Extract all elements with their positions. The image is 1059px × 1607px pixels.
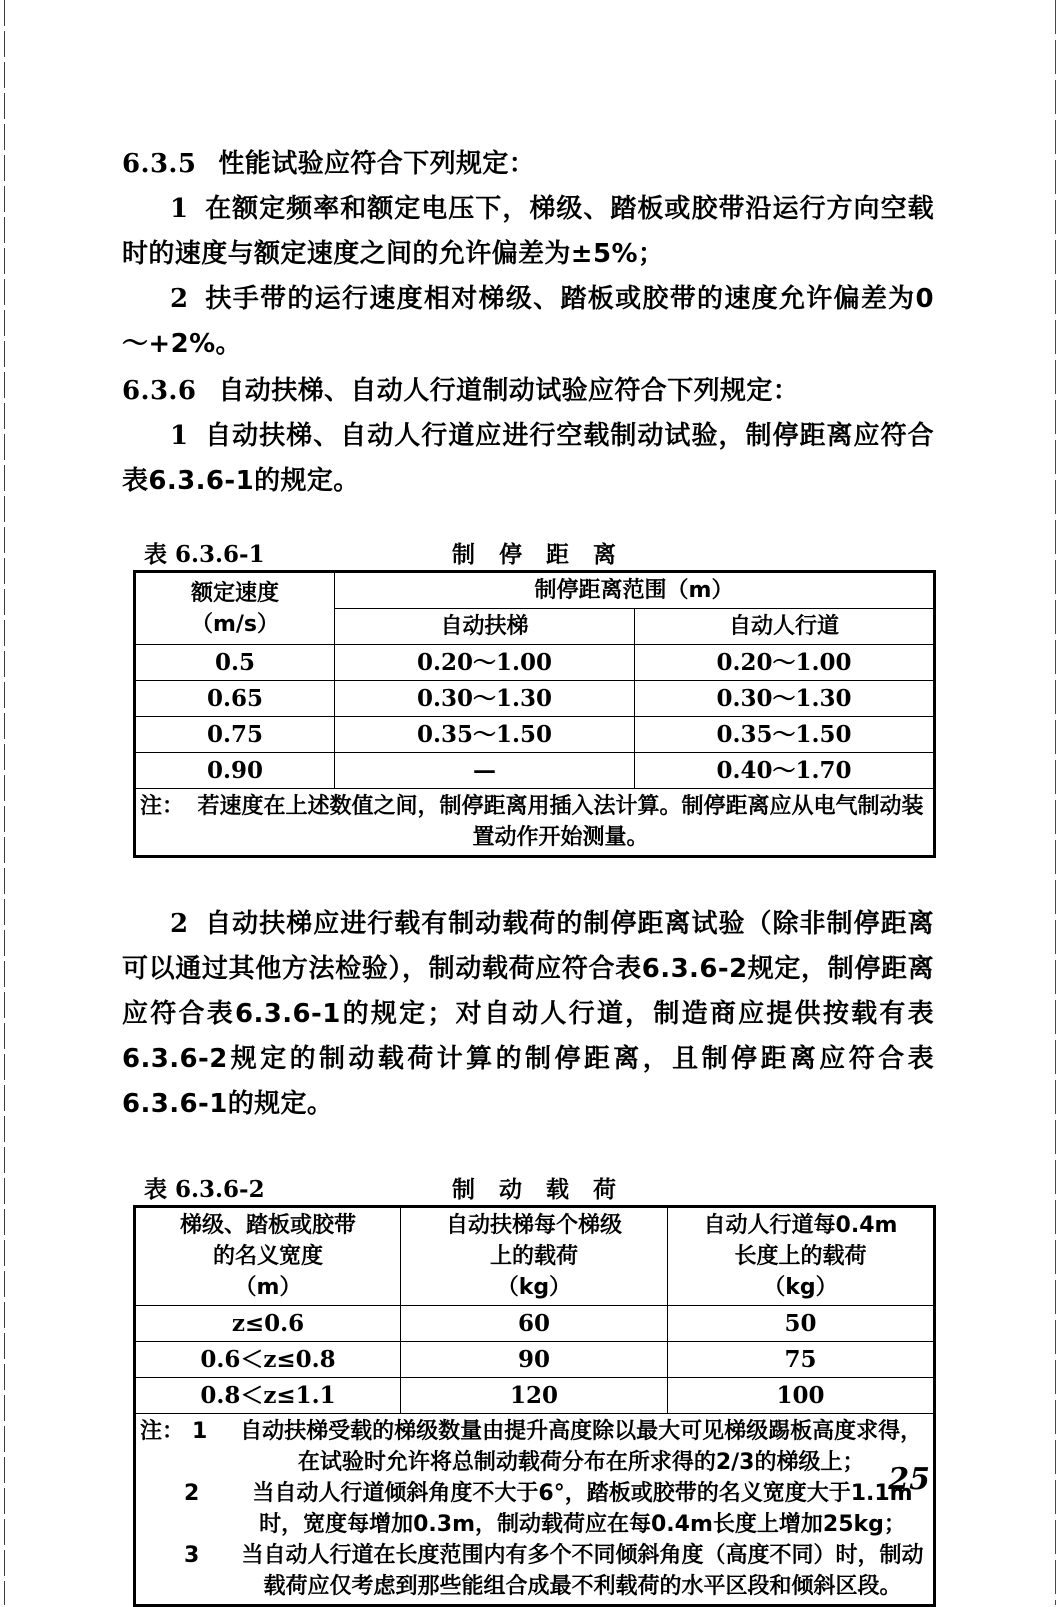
table2-cell-width: 0.6＜z≤0.8 xyxy=(135,1342,401,1378)
table1-cell-walkway: 0.35～1.50 xyxy=(635,717,935,753)
table1-cell-escalator: 0.35～1.50 xyxy=(335,717,635,753)
table1-cell-escalator: 0.30～1.30 xyxy=(335,681,635,717)
table2-header-escalator xyxy=(401,1207,668,1306)
table-row xyxy=(135,645,935,681)
braking-load-table xyxy=(133,1205,936,1607)
table1-cell-speed: 0.65 xyxy=(135,681,335,717)
section-heading-635 xyxy=(122,142,934,187)
table2-note-2-num: 2 xyxy=(184,1481,200,1506)
item-number: 1 xyxy=(170,194,189,224)
spacer xyxy=(122,858,934,902)
table1-cell-walkway: 0.20～1.00 xyxy=(635,645,935,681)
table2-header-width-line1: 梯级、踏板或胶带 xyxy=(179,1213,356,1238)
item-text: 自动扶梯、自动人行道应进行空载制动试验，制停距离应符合表6.3.6-1的规定。 xyxy=(122,421,934,496)
table1-cell-speed: 0.90 xyxy=(135,753,335,789)
table2-header-walkway-line1: 自动人行道每0.4m xyxy=(703,1213,898,1238)
table1-cell-speed: 0.5 xyxy=(135,645,335,681)
section-636-item-2 xyxy=(122,902,934,1127)
table1-cell-escalator: — xyxy=(335,753,635,789)
section-title-635: 性能试验应符合下列规定： xyxy=(218,149,536,179)
section-636-item-1 xyxy=(122,414,934,504)
table2-cell-escalator: 120 xyxy=(401,1378,668,1414)
table-row xyxy=(135,1378,935,1414)
item-number: 1 xyxy=(170,421,189,451)
item-number: 2 xyxy=(170,284,189,314)
table-row xyxy=(135,1306,935,1342)
spacer xyxy=(122,1127,934,1171)
table2-header-escalator-line1: 自动扶梯每个梯级 xyxy=(445,1213,622,1238)
table1-header-speed xyxy=(135,572,335,645)
item-text: 自动扶梯应进行载有制动载荷的制停距离试验（除非制停距离可以通过其他方法检验），制动载荷应符合表6.3.6-2规定，制停距离应符合表6.3.6-1的规定；对自动人行道，制造商应提供按载有表6.3.6-2规定的制动载荷计算的制停距离，且制停距离应符合表6.3.6-1的规定。 xyxy=(122,909,934,1119)
section-635-item-2 xyxy=(122,277,934,367)
section-number-636: 6.3.6 xyxy=(122,376,197,406)
table2-note-3-num: 3 xyxy=(184,1543,200,1568)
table-header-row xyxy=(135,1207,935,1306)
table-row xyxy=(135,681,935,717)
table2-header-width-line2: 的名义宽度 xyxy=(212,1244,323,1269)
page-content xyxy=(122,140,934,1607)
section-heading-636 xyxy=(122,369,934,414)
table1-caption-title: 制 停 距 离 xyxy=(452,542,625,568)
table2-note-row xyxy=(135,1414,935,1606)
table1-caption xyxy=(122,536,934,570)
table1-caption-id: 表 6.3.6-1 xyxy=(144,541,265,568)
table2-note-3 xyxy=(140,1540,929,1602)
table2-header-walkway xyxy=(668,1207,935,1306)
section-title-636: 自动扶梯、自动人行道制动试验应符合下列规定： xyxy=(218,376,800,406)
table1-cell-walkway: 0.40～1.70 xyxy=(635,753,935,789)
table2-cell-walkway: 100 xyxy=(668,1378,935,1414)
table2-caption xyxy=(122,1171,934,1205)
table-row xyxy=(135,1342,935,1378)
table1-header-group: 制停距离范围（m） xyxy=(335,572,935,609)
table2-caption-id: 表 6.3.6-2 xyxy=(144,1176,265,1203)
table2-header-width-line3: （m） xyxy=(234,1275,302,1300)
table-row xyxy=(135,753,935,789)
table1-note-row xyxy=(135,789,935,857)
section-number-635: 6.3.5 xyxy=(122,149,197,179)
table2-header-walkway-line3: （kg） xyxy=(763,1275,838,1300)
table2-header-width xyxy=(135,1207,401,1306)
table2-note-2-text: 当自动人行道倾斜角度不大于6°，踏板或胶带的名义宽度大于1.1m时，宽度每增加0.3m，制动载荷应在每0.4m长度上增加25kg； xyxy=(252,1481,913,1537)
item-text: 扶手带的运行速度相对梯级、踏板或胶带的速度允许偏差为0～+2%。 xyxy=(122,284,934,359)
table2-note-lead: 注： xyxy=(140,1419,185,1444)
table2-cell-escalator: 90 xyxy=(401,1342,668,1378)
item-number: 2 xyxy=(170,909,189,939)
table2-cell-escalator: 60 xyxy=(401,1306,668,1342)
table2-header-escalator-line3: （kg） xyxy=(496,1275,572,1300)
table1-cell-escalator: 0.20～1.00 xyxy=(335,645,635,681)
table1-header-escalator: 自动扶梯 xyxy=(335,609,635,645)
item-text: 在额定频率和额定电压下，梯级、踏板或胶带沿运行方向空载时的速度与额定速度之间的允许偏差为±5%； xyxy=(122,194,934,269)
section-635-item-1 xyxy=(122,187,934,277)
table2-cell-walkway: 50 xyxy=(668,1306,935,1342)
table1-note-text: 若速度在上述数值之间，制停距离用插入法计算。制停距离应从电气制动装置动作开始测量。 xyxy=(197,794,924,850)
stopping-distance-table xyxy=(133,570,936,858)
table2-cell-width: 0.8＜z≤1.1 xyxy=(135,1378,401,1414)
table2-caption-title: 制 动 载 荷 xyxy=(452,1177,625,1203)
table1-note-lead: 注： xyxy=(140,794,185,819)
table1-header-speed-line1: 额定速度 xyxy=(190,580,279,606)
table2-header-escalator-line2: 上的载荷 xyxy=(489,1244,578,1269)
table2-note-1-num: 1 xyxy=(192,1419,208,1444)
table2-note-1-text: 自动扶梯受载的梯级数量由提升高度除以最大可见梯级踢板高度求得，在试验时允许将总制动载荷分布在所求得的2/3的梯级上； xyxy=(240,1419,923,1475)
table2-header-walkway-line2: 长度上的载荷 xyxy=(734,1244,867,1269)
table-row xyxy=(135,717,935,753)
table1-header-walkway: 自动人行道 xyxy=(635,609,935,645)
spacer xyxy=(122,504,934,536)
table-header-row xyxy=(135,572,935,609)
page-number: 25 xyxy=(888,1462,930,1497)
table1-cell-speed: 0.75 xyxy=(135,717,335,753)
table2-cell-width: z≤0.6 xyxy=(135,1306,401,1342)
table2-cell-walkway: 75 xyxy=(668,1342,935,1378)
table2-notes xyxy=(135,1414,935,1606)
table2-note-3-text: 当自动人行道在长度范围内有多个不同倾斜角度（高度不同）时，制动载荷应仅考虑到那些能组合成最不利载荷的水平区段和倾斜区段。 xyxy=(241,1543,924,1599)
table1-cell-walkway: 0.30～1.30 xyxy=(635,681,935,717)
table1-header-speed-line2: （m/s） xyxy=(190,611,280,637)
table1-note xyxy=(135,789,935,857)
